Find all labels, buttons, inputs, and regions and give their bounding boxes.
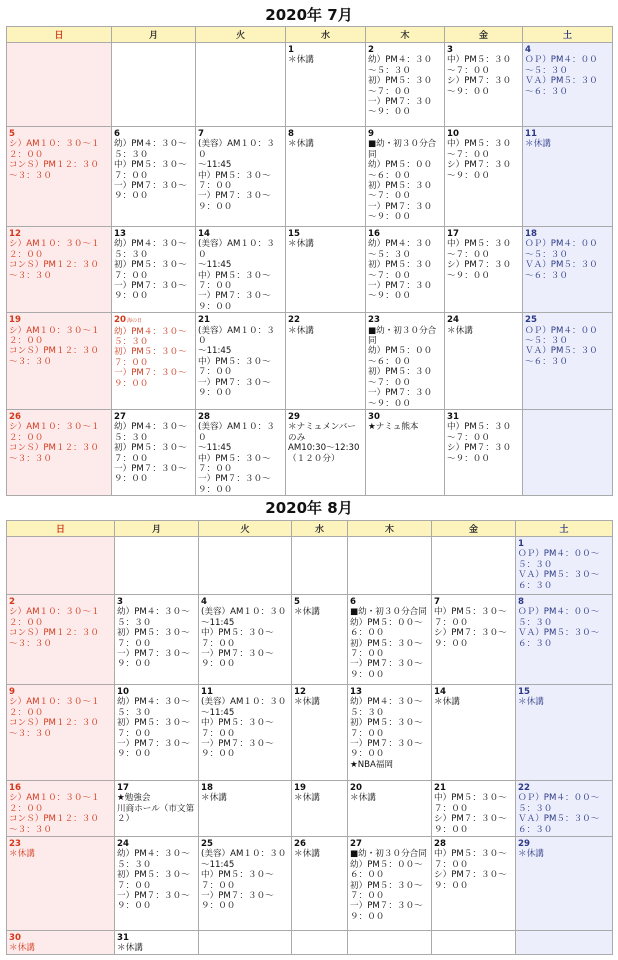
week-row (7, 409, 613, 495)
day-number (525, 229, 610, 239)
day-number (9, 129, 109, 139)
day-events: ＊休講 (288, 55, 314, 66)
day-events: 幼）PM４：３０〜 ５：３０ 初）PM５：３０〜 ７：００ 一）PM７：３０〜 ９：００ (117, 849, 190, 912)
day-events: ＊休講 (518, 849, 544, 860)
day-number-text: 16 (368, 229, 380, 239)
weekday-header: 金 (445, 27, 523, 43)
day-events: 中）PM５：３０〜 ７：００ シ）PM７：３０〜 ９：００ (434, 607, 507, 649)
day-number-text: 14 (198, 229, 210, 239)
day-cell (348, 837, 432, 931)
day-events: シ）AM１０：３０〜１ ２：００ コンＳ）PM１２：３０ 〜３：３０ (9, 793, 100, 835)
weekday-header: 月 (115, 521, 199, 537)
day-events: ＊休講 (288, 239, 314, 250)
day-cell (112, 227, 196, 313)
day-events: シ）AM１０：３０〜１ ２：００ コンＳ）PM１２：３０ 〜３：３０ (9, 607, 100, 649)
day-cell (115, 685, 199, 781)
day-cell (7, 781, 115, 837)
day-cell (432, 931, 516, 955)
day-number-text: 5 (294, 597, 300, 607)
day-number (350, 783, 429, 793)
day-events: (美容）AM１０：３０ 〜11:45 中）PM５：３０〜 ７：００ 一）PM７：３０〜 ９：００ (198, 325, 275, 399)
day-number (518, 597, 610, 607)
day-events: ＊休講 (9, 849, 35, 860)
day-events: ＯＰ）PM４：００ 〜５：３０ ＶＡ）PM５：３０ 〜６：３０ (525, 239, 598, 281)
day-number-text: 19 (9, 315, 21, 326)
weekday-header: 金 (432, 521, 516, 537)
day-number (114, 315, 193, 326)
day-number-text: 7 (434, 597, 440, 607)
day-number-text: 8 (518, 597, 524, 607)
day-cell (199, 685, 292, 781)
day-cell (366, 227, 445, 313)
day-cell (199, 837, 292, 931)
day-events: (美容）AM１０：３０ 〜11:45 中）PM５：３０〜 ７：００ 一）PM７：３０〜 ９：００ (201, 849, 287, 912)
day-number-text: 30 (368, 411, 380, 422)
day-number (368, 412, 442, 422)
day-number (368, 315, 442, 325)
day-number-text: 6 (114, 129, 120, 139)
day-cell (516, 595, 613, 685)
day-number-text: 21 (434, 783, 446, 793)
day-number-text: 2 (368, 45, 374, 55)
weekday-header: 水 (286, 27, 366, 43)
day-number-text: 6 (350, 597, 356, 607)
day-number (288, 315, 363, 325)
day-number (447, 229, 520, 239)
day-number (288, 129, 363, 139)
day-number (201, 597, 289, 607)
day-cell (516, 685, 613, 781)
day-number (117, 783, 196, 793)
day-cell (523, 313, 613, 410)
week-row (7, 781, 613, 837)
day-events: ＊休講 (350, 793, 376, 804)
day-number (434, 783, 513, 793)
day-events: ＊休講 (447, 325, 473, 336)
week-row (7, 685, 613, 781)
day-cell (115, 595, 199, 685)
day-number (434, 839, 513, 849)
day-cell (445, 227, 523, 313)
day-number-text: 14 (434, 687, 446, 697)
day-number (434, 687, 513, 697)
day-cell (523, 227, 613, 313)
day-number-text: 13 (350, 687, 362, 697)
day-number (9, 315, 109, 325)
day-number-text: 24 (117, 839, 129, 849)
day-cell (286, 43, 366, 127)
day-cell (115, 931, 199, 955)
day-number (198, 129, 283, 139)
day-cell (7, 931, 115, 955)
day-number-text: 27 (114, 411, 126, 422)
day-number-text: 17 (117, 783, 129, 793)
day-number (198, 412, 283, 422)
day-number-text: 16 (9, 783, 21, 793)
day-cell (445, 43, 523, 127)
weekday-header: 土 (516, 521, 613, 537)
day-events: (美容）AM１０：３０ 〜11:45 中）PM５：３０〜 ７：００ 一）PM７：３０〜 ９：００ (201, 607, 287, 670)
day-number-text: 4 (201, 597, 207, 607)
calendar-july (6, 26, 613, 496)
calendar-title-august: 2020年 8月 (265, 499, 353, 517)
day-number (294, 839, 345, 849)
day-events: ＊休講 (288, 139, 314, 150)
day-cell (445, 127, 523, 227)
day-events: 幼）PM４：３０〜 ５：３０ 初）PM５：３０〜 ７：００ 一）PM７：３０〜 ９：００ (114, 239, 187, 302)
day-events: ＊休講 (434, 697, 460, 708)
day-number (117, 687, 196, 697)
day-number (434, 597, 513, 607)
day-number (114, 412, 193, 422)
day-events: ＊休講 (288, 325, 314, 336)
day-number (288, 412, 363, 422)
day-number (518, 687, 610, 697)
week-row (7, 43, 613, 127)
day-events: シ）AM１０：３０〜１ ２：００ コンＳ）PM１２：３０ 〜３：３０ (9, 139, 100, 181)
day-number-text: 28 (434, 839, 446, 849)
day-cell (292, 595, 348, 685)
day-number (9, 597, 112, 607)
day-cell (366, 127, 445, 227)
day-cell (7, 685, 115, 781)
day-cell (196, 43, 286, 127)
day-cell (112, 127, 196, 227)
day-cell (432, 595, 516, 685)
day-number (9, 229, 109, 239)
week-row (7, 931, 613, 955)
day-cell (199, 781, 292, 837)
day-cell (348, 595, 432, 685)
day-cell (286, 227, 366, 313)
day-number-text: 31 (447, 411, 459, 422)
day-number-text: 9 (368, 129, 374, 139)
day-number (447, 45, 520, 55)
day-events: ＊休講 (201, 793, 227, 804)
day-number-text: 10 (447, 129, 459, 139)
day-events: ＊休講 (117, 943, 143, 954)
day-number (288, 229, 363, 239)
day-events: ＊ナミュメンバー のみ AM10:30〜12:30 （１２０分） (288, 422, 360, 464)
day-events: ＊休講 (294, 793, 320, 804)
day-events: 幼）PM４：３０ 〜５：３０ 初）PM５：３０ 〜７：００ 一）PM７：３０ 〜９：００ (368, 55, 433, 118)
week-row (7, 227, 613, 313)
day-number (525, 45, 610, 55)
day-number (117, 597, 196, 607)
weekday-header: 土 (523, 27, 613, 43)
day-number (117, 933, 196, 943)
week-row (7, 537, 613, 595)
day-events: 中）PM５：３０ 〜７：００ シ）PM７：３０ 〜９：００ (447, 422, 512, 464)
day-cell (196, 313, 286, 410)
day-cell (348, 931, 432, 955)
day-number (201, 783, 289, 793)
day-cell (523, 127, 613, 227)
day-number (518, 839, 610, 849)
day-events: (美容）AM１０：３０ 〜11:45 中）PM５：３０〜 ７：００ 一）PM７：３０〜 ９：００ (198, 139, 275, 212)
day-number (350, 839, 429, 849)
day-events: (美容）AM１０：３０ 〜11:45 中）PM５：３０〜 ７：００ 一）PM７：３０〜 ９：００ (201, 697, 287, 760)
day-number-text: 20 (114, 315, 126, 326)
day-cell (292, 837, 348, 931)
day-number (9, 933, 112, 943)
day-number (114, 129, 193, 139)
day-cell (348, 685, 432, 781)
day-events: 中）PM５：３０〜 ７：００ シ）PM７：３０〜 ９：００ (434, 793, 507, 835)
day-cell (292, 537, 348, 595)
day-number-text: 26 (9, 411, 21, 422)
day-number (9, 839, 112, 849)
day-events: 幼）PM４：３０ 〜５：３０ 初）PM５：３０ 〜７：００ 一）PM７：３０ 〜９：００ (368, 239, 433, 302)
day-cell (432, 685, 516, 781)
day-cell (7, 409, 112, 495)
day-events: シ）AM１０：３０〜１ ２：００ コンＳ）PM１２：３０ 〜３：３０ (9, 422, 100, 464)
day-cell (292, 685, 348, 781)
calendar-title-july: 2020年 7月 (265, 6, 353, 24)
day-cell (7, 43, 112, 127)
day-number (525, 315, 610, 325)
day-events: ＊休講 (525, 139, 551, 150)
day-number-text: 23 (9, 839, 21, 849)
day-number (368, 129, 442, 139)
day-number-text: 25 (525, 315, 537, 326)
day-number-text: 13 (114, 229, 126, 239)
weekday-header: 火 (196, 27, 286, 43)
day-cell (292, 781, 348, 837)
day-events: ★ナミュ熊本 (368, 422, 419, 433)
day-number (201, 687, 289, 697)
day-number (368, 229, 442, 239)
day-number (294, 597, 345, 607)
day-events: シ）AM１０：３０〜１ ２：００ コンＳ）PM１２：３０ 〜３：３０ (9, 697, 100, 739)
day-cell (7, 227, 112, 313)
day-number-text: 15 (288, 229, 300, 239)
day-number (350, 597, 429, 607)
day-cell (445, 409, 523, 495)
day-events: ＊休講 (294, 849, 320, 860)
day-cell (115, 837, 199, 931)
day-number-text: 11 (201, 687, 213, 697)
day-events: 中）PM５：３０ 〜７：００ シ）PM７：３０ 〜９：００ (447, 139, 512, 181)
day-events: (美容）AM１０：３０ 〜11:45 中）PM５：３０〜 ７：００ 一）PM７：３０〜 ９：００ (198, 422, 275, 495)
day-cell (7, 837, 115, 931)
day-number-text: 30 (9, 933, 21, 943)
day-cell (196, 127, 286, 227)
calendar-august (6, 520, 613, 955)
day-number-text: 27 (350, 839, 362, 849)
day-events: ＯＰ）PM４：００ 〜５：３０ ＶＡ）PM５：３０ 〜６：３０ (525, 325, 598, 367)
day-events: 中）PM５：３０ 〜７：００ シ）PM７：３０ 〜９：００ (447, 55, 512, 97)
weekday-header: 木 (366, 27, 445, 43)
day-cell (445, 313, 523, 410)
day-cell (199, 931, 292, 955)
day-cell (432, 837, 516, 931)
day-number-text: 18 (201, 783, 213, 793)
day-number (114, 229, 193, 239)
week-row (7, 313, 613, 410)
day-number-text: 20 (350, 783, 362, 793)
day-events: ■幼・初３０分合同 幼）PM５：００〜 ６：００ 初）PM５：３０〜 ７：００ 一）PM７：３０〜 ９：００ (350, 849, 427, 922)
day-cell (292, 931, 348, 955)
day-events: ＊休講 (9, 943, 35, 954)
day-cell (7, 537, 115, 595)
day-number-text: 19 (294, 783, 306, 793)
day-events: ＯＰ）PM４：００〜 ５：３０ ＶＡ）PM５：３０〜 ６：３０ (518, 549, 600, 591)
day-cell (112, 43, 196, 127)
day-cell (199, 595, 292, 685)
day-cell (115, 537, 199, 595)
day-cell (366, 43, 445, 127)
day-cell (7, 127, 112, 227)
day-number-text: 4 (525, 45, 531, 55)
day-cell (7, 595, 115, 685)
day-events: (美容）AM１０：３０ 〜11:45 中）PM５：３０〜 ７：００ 一）PM７：３０〜 ９：００ (198, 239, 275, 312)
day-number (198, 315, 283, 325)
day-cell (199, 537, 292, 595)
day-number-text: 1 (288, 45, 294, 55)
day-number (447, 412, 520, 422)
day-cell (366, 313, 445, 410)
day-events: 幼）PM４：３０〜 ５：３０ 初）PM５：３０〜 ７：００ 一）PM７：３０〜 ９：００ (114, 422, 187, 485)
day-cell (115, 781, 199, 837)
day-events: ★勉強会 川商ホール（市文第 ２） (117, 793, 195, 825)
day-number-text: 23 (368, 315, 380, 326)
day-cell (112, 313, 196, 410)
day-number (350, 687, 429, 697)
day-number-text: 18 (525, 229, 537, 239)
day-number-text: 26 (294, 839, 306, 849)
day-number (201, 839, 289, 849)
day-number-text: 2 (9, 597, 15, 607)
day-cell (196, 409, 286, 495)
day-events: ＊休講 (294, 697, 320, 708)
day-number-text: 29 (288, 411, 300, 422)
day-number-text: 28 (198, 411, 210, 422)
day-number (117, 839, 196, 849)
day-number (294, 783, 345, 793)
week-row (7, 595, 613, 685)
day-number (447, 315, 520, 325)
day-number (9, 687, 112, 697)
day-number (368, 45, 442, 55)
day-cell (366, 409, 445, 495)
day-number (288, 45, 363, 55)
day-events: シ）AM１０：３０〜１ ２：００ コンＳ）PM１２：３０ 〜３：３０ (9, 239, 100, 281)
weekday-header: 水 (292, 521, 348, 537)
day-cell (523, 409, 613, 495)
day-number (447, 129, 520, 139)
day-events: ■幼・初３０分合同 幼）PM５：００〜 ６：００ 初）PM５：３０〜 ７：００ 一）PM７：３０〜 ９：００ (350, 607, 427, 680)
day-events: 幼）PM４：３０〜 ５：３０ 中）PM５：３０〜 ７：００ 一）PM７：３０〜 ９：００ (114, 139, 187, 202)
day-number-text: 11 (525, 129, 537, 139)
weekday-header: 月 (112, 27, 196, 43)
day-events: ＊休講 (518, 697, 544, 708)
day-number-text: 1 (518, 539, 524, 549)
day-events: 中）PM５：３０ 〜７：００ シ）PM７：３０ 〜９：００ (447, 239, 512, 281)
day-cell (348, 537, 432, 595)
day-number-text: 12 (294, 687, 306, 697)
day-cell (286, 409, 366, 495)
day-cell (196, 227, 286, 313)
day-events: 幼）PM４：３０〜 ５：３０ 初）PM５：３０〜 ７：００ 一）PM７：３０〜 ９：００ ★NBA福岡 (350, 697, 423, 770)
day-events: ＯＰ）PM４：００ 〜５：３０ ＶＡ）PM５：３０ 〜６：３０ (525, 55, 598, 97)
day-events: 中）PM５：３０〜 ７：００ シ）PM７：３０〜 ９：００ (434, 849, 507, 891)
day-number (525, 129, 610, 139)
holiday-label: 海の日 (126, 318, 142, 325)
weekday-header: 火 (199, 521, 292, 537)
day-number-text: 9 (9, 687, 15, 697)
day-number-text: 3 (117, 597, 123, 607)
day-number-text: 21 (198, 315, 210, 326)
day-number (9, 783, 112, 793)
day-events: 幼）PM４：３０〜 ５：３０ 初）PM５：３０〜 ７：００ 一）PM７：３０〜 ９：００ (117, 697, 190, 760)
day-number-text: 3 (447, 45, 453, 55)
day-cell (286, 127, 366, 227)
day-number-text: 22 (518, 783, 530, 793)
day-cell (112, 409, 196, 495)
day-cell (286, 313, 366, 410)
day-number-text: 12 (9, 229, 21, 239)
week-row (7, 837, 613, 931)
day-number (198, 229, 283, 239)
day-number-text: 7 (198, 129, 204, 139)
day-events: ＯＰ）PM４：００〜 ５：３０ ＶＡ）PM５：３０〜 ６：３０ (518, 793, 600, 835)
day-number-text: 25 (201, 839, 213, 849)
weekday-header: 日 (7, 521, 115, 537)
day-number (518, 783, 610, 793)
day-events: 幼）PM４：３０〜 ５：３０ 初）PM５：３０〜 ７：００ 一）PM７：３０〜 ９：００ (114, 326, 187, 389)
weekday-header: 日 (7, 27, 112, 43)
day-events: ■幼・初３０分合 同 幼）PM５：００ 〜６：００ 初）PM５：３０ 〜７：００ 一）PM７：３０ 〜９：００ (368, 139, 437, 223)
day-number-text: 8 (288, 129, 294, 139)
day-events: シ）AM１０：３０〜１ ２：００ コンＳ）PM１２：３０ 〜３：３０ (9, 325, 100, 367)
day-cell (516, 837, 613, 931)
day-cell (348, 781, 432, 837)
weekday-header: 木 (348, 521, 432, 537)
day-number-text: 15 (518, 687, 530, 697)
day-number-text: 22 (288, 315, 300, 326)
day-number (294, 687, 345, 697)
day-number (518, 539, 610, 549)
day-number-text: 31 (117, 933, 129, 943)
day-cell (432, 781, 516, 837)
day-events: ■幼・初３０分合 同 幼）PM５：００ 〜６：００ 初）PM５：３０ 〜７：００ 一）PM７：３０ 〜９：００ (368, 325, 437, 409)
day-events: 幼）PM４：３０〜 ５：３０ 初）PM５：３０〜 ７：００ 一）PM７：３０〜 ９：００ (117, 607, 190, 670)
day-cell (523, 43, 613, 127)
day-number-text: 5 (9, 129, 15, 139)
day-cell (516, 931, 613, 955)
day-cell (7, 313, 112, 410)
day-cell (432, 537, 516, 595)
day-number-text: 10 (117, 687, 129, 697)
day-number-text: 17 (447, 229, 459, 239)
day-number-text: 29 (518, 839, 530, 849)
day-events: ＊休講 (294, 607, 320, 618)
day-number-text: 24 (447, 315, 459, 326)
week-row (7, 127, 613, 227)
day-cell (516, 537, 613, 595)
day-number (9, 412, 109, 422)
day-cell (516, 781, 613, 837)
day-events: ＯＰ）PM４：００〜 ５：３０ ＶＡ）PM５：３０〜 ６：３０ (518, 607, 600, 649)
